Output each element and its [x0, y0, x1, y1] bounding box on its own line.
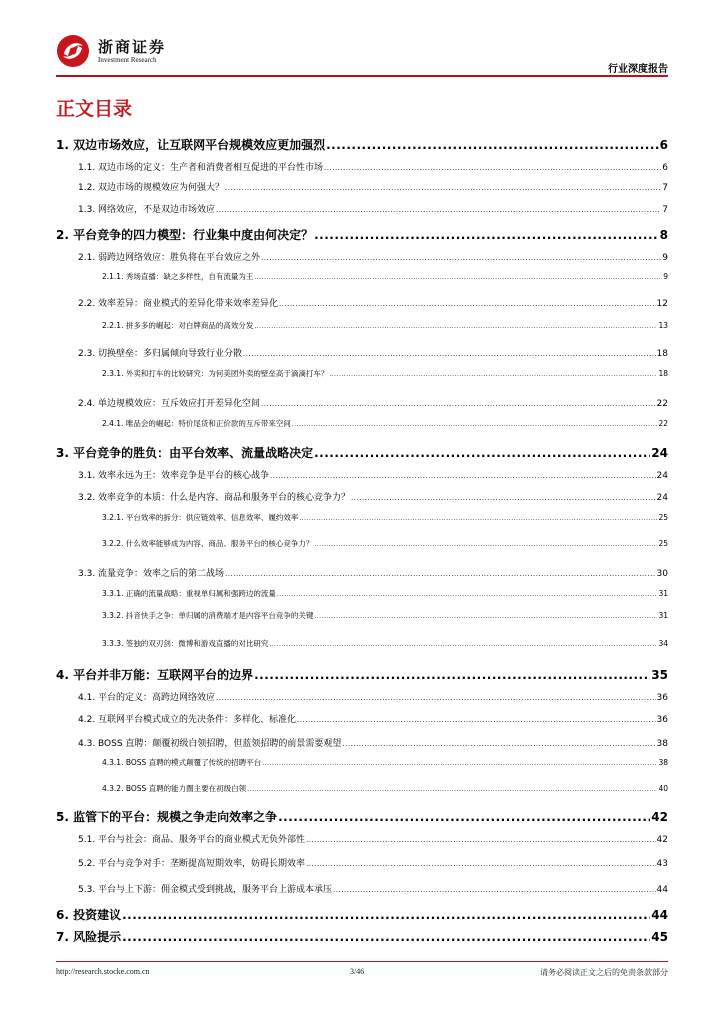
- toc-entry-title: 5.1. 平台与社会：商品、服务平台的商业模式无负外部性: [78, 835, 306, 845]
- toc-entry-level-1[interactable]: [56, 928, 668, 945]
- toc-entry-page: 38: [656, 739, 668, 749]
- toc-entry-page: 30: [656, 569, 668, 579]
- toc-entry-page: 40: [658, 784, 668, 793]
- toc-dot-leader: [326, 138, 659, 152]
- toc-entry-level-1[interactable]: [56, 136, 668, 153]
- toc-entry-level-3[interactable]: [102, 638, 668, 649]
- toc-entry-page: 24: [656, 493, 668, 503]
- toc-entry-page: 18: [658, 369, 668, 378]
- toc-entry-level-2[interactable]: [78, 736, 668, 749]
- toc-dot-leader: [278, 810, 650, 824]
- toc-entry-title: 3.2.1. 平台效率的拆分：供应链效率、信息效率、履约效率: [102, 513, 299, 522]
- toc-dot-leader: [299, 515, 657, 522]
- toc-dot-leader: [254, 274, 662, 281]
- toc-entry-page: 31: [658, 589, 668, 598]
- toc-entry-page: 35: [651, 668, 668, 682]
- toc-entry-level-2[interactable]: [78, 250, 668, 263]
- toc-entry-title: 2.2.1. 拼多多的崛起：对白牌商品的高效分发: [102, 321, 254, 330]
- toc-dot-leader: [269, 641, 657, 648]
- toc-entry-level-2[interactable]: [78, 202, 668, 215]
- toc-entry-page: 24: [651, 446, 668, 460]
- toc-entry-level-2[interactable]: [78, 296, 668, 309]
- toc-entry-level-3[interactable]: [102, 320, 668, 331]
- toc-entry-level-3[interactable]: [102, 512, 668, 523]
- toc-entry-title: 3.2.2. 什么效率能够成为内容、商品、服务平台的核心竞争力？: [102, 539, 314, 548]
- toc-entry-page: 44: [651, 908, 668, 922]
- toc-dot-leader: [261, 254, 661, 262]
- toc-entry-page: 43: [656, 859, 668, 869]
- toc-dot-leader: [261, 400, 656, 408]
- toc-entry-page: 36: [656, 715, 668, 725]
- footer-divider: [56, 961, 668, 962]
- toc-entry-page: 9: [662, 253, 668, 263]
- toc-entry-title: 2.1. 弱跨边网络效应：胜负将在平台效应之外: [78, 253, 261, 263]
- toc-entry-title: 1.2. 双边市场的规模效应为何强大？: [78, 183, 225, 193]
- toc-dot-leader: [314, 613, 657, 620]
- toc-entry-title: 1.3. 网络效应，不是双边市场效应: [78, 205, 216, 215]
- toc-entry-level-2[interactable]: [78, 882, 668, 895]
- toc-dot-leader: [306, 860, 656, 868]
- toc-entry-title: 2.4.1. 唯品会的崛起：特价尾货和正价款的互斥带来空间: [102, 419, 291, 428]
- toc-entry-page: 38: [658, 758, 668, 767]
- toc-entry-title: 4.2. 互联网平台模式成立的先决条件：多样化、标准化: [78, 715, 297, 725]
- toc-entry-level-2[interactable]: [78, 346, 668, 359]
- toc-entry-title: 4.1. 平台的定义：高跨边网络效应: [78, 693, 216, 703]
- toc-entry-level-2[interactable]: [78, 468, 668, 481]
- toc-dot-leader: [333, 886, 656, 894]
- toc-entry-page: 44: [656, 885, 668, 895]
- toc-entry-title: 6. 投资建议: [56, 908, 122, 922]
- toc-entry-title: 1. 双边市场效应，让互联网平台规模效应更加强烈: [56, 138, 326, 152]
- toc-entry-page: 36: [656, 693, 668, 703]
- company-name-cn: 浙商证券: [98, 38, 167, 56]
- toc-dot-leader: [324, 164, 661, 172]
- toc-dot-leader: [306, 836, 656, 844]
- toc-title: 正文目录: [56, 98, 133, 120]
- toc-entry-page: 22: [656, 399, 668, 409]
- toc-entry-level-3[interactable]: [102, 588, 668, 599]
- toc-entry-page: 7: [662, 183, 668, 193]
- toc-dot-leader: [279, 300, 656, 308]
- toc-dot-leader: [297, 716, 656, 724]
- footer-page-number: 3/46: [350, 967, 365, 976]
- toc-entry-level-2[interactable]: [78, 712, 668, 725]
- toc-entry-title: 3. 平台竞争的胜负：由平台效率、流量战略决定: [56, 446, 314, 460]
- toc-dot-leader: [351, 494, 656, 502]
- toc-entry-level-2[interactable]: [78, 160, 668, 173]
- toc-dot-leader: [122, 930, 650, 944]
- toc-entry-page: 7: [662, 205, 668, 215]
- toc-entry-title: 4. 平台并非万能：互联网平台的边界: [56, 668, 254, 682]
- toc-entry-level-3[interactable]: [102, 538, 668, 549]
- toc-dot-leader: [247, 786, 657, 793]
- toc-entry-level-1[interactable]: [56, 444, 668, 461]
- toc-entry-title: 7. 风险提示: [56, 930, 122, 944]
- toc-entry-level-3[interactable]: [102, 368, 668, 379]
- toc-entry-title: 2.1.1. 秀场直播：缺之多样性，自有流量为王: [102, 272, 254, 281]
- toc-dot-leader: [225, 570, 656, 578]
- toc-entry-title: 5.2. 平台与竞争对手：垄断提高短期效率，妨碍长期效率: [78, 859, 306, 869]
- toc-entry-level-1[interactable]: [56, 906, 668, 923]
- toc-entry-title: 2.4. 单边规模效应：互斥效应打开差异化空间: [78, 399, 261, 409]
- toc-entry-level-2[interactable]: [78, 490, 668, 503]
- toc-entry-page: 22: [658, 419, 668, 428]
- toc-entry-title: 4.3. BOSS 直聘：颠覆初级白领招聘，但蓝领招聘的前景需要观望: [78, 739, 342, 749]
- footer-disclaimer: 请务必阅读正文之后的免责条款部分: [540, 968, 668, 977]
- toc-dot-leader: [216, 206, 661, 214]
- toc-entry-page: 8: [659, 228, 668, 242]
- toc-entry-page: 31: [658, 611, 668, 620]
- toc-entry-title: 5.3. 平台与上下游：佣金模式受到挑战，服务平台上游成本承压: [78, 885, 333, 895]
- toc-entry-page: 6: [659, 138, 668, 152]
- toc-entry-title: 3.3.3. 签独的双刃剑：微博和游戏直播的对比研究: [102, 639, 269, 648]
- toc-entry-level-3[interactable]: [102, 610, 668, 621]
- toc-entry-level-1[interactable]: [56, 808, 668, 825]
- toc-dot-leader: [314, 541, 657, 548]
- toc-entry-page: 34: [658, 639, 668, 648]
- toc-entry-page: 45: [651, 930, 668, 944]
- toc-entry-level-3[interactable]: [102, 271, 668, 282]
- toc-entry-title: 5. 监管下的平台：规模之争走向效率之争: [56, 810, 278, 824]
- toc-entry-title: 2.2. 效率差异：商业模式的差异化带来效率差异化: [78, 299, 279, 309]
- report-type: 行业深度报告: [608, 64, 668, 75]
- toc-entry-title: 2.3.1. 外卖和打车的比较研究：为何美团外卖的壁垒高于滴滴打车？: [102, 369, 329, 378]
- toc-entry-level-1[interactable]: [56, 226, 668, 243]
- toc-dot-leader: [342, 740, 655, 748]
- toc-entry-title: 2. 平台竞争的四力模型：行业集中度由何决定？: [56, 228, 314, 242]
- toc-dot-leader: [122, 908, 650, 922]
- toc-dot-leader: [216, 694, 656, 702]
- toc-entry-title: 4.3.1. BOSS 直聘的模式颠覆了传统的招聘平台: [102, 758, 262, 767]
- toc-entry-level-2[interactable]: [78, 396, 668, 409]
- toc-dot-leader: [243, 350, 656, 358]
- toc-entry-page: 12: [656, 299, 668, 309]
- toc-dot-leader: [225, 184, 661, 192]
- toc-entry-page: 18: [656, 349, 668, 359]
- toc-entry-page: 42: [651, 810, 668, 824]
- toc-entry-level-1[interactable]: [56, 666, 668, 683]
- toc-entry-page: 25: [658, 539, 668, 548]
- toc-entry-level-2[interactable]: [78, 690, 668, 703]
- toc-entry-title: 3.1. 效率永远为王：效率竞争是平台的核心战争: [78, 471, 270, 481]
- toc-entry-title: 1.1. 双边市场的定义：生产者和消费者相互促进的平台性市场: [78, 163, 324, 173]
- footer-url[interactable]: http://research.stocke.com.cn: [56, 967, 150, 976]
- toc-entry-title: 3.3.1. 正确的流量战略：重视单归属和强跨边的流量: [102, 589, 276, 598]
- toc-entry-page: 13: [658, 321, 668, 330]
- toc-dot-leader: [254, 668, 650, 682]
- toc-entry-level-2[interactable]: [78, 566, 668, 579]
- toc-entry-level-3[interactable]: [102, 783, 668, 794]
- toc-entry-page: 42: [656, 835, 668, 845]
- company-name-en: Investment Research: [98, 56, 157, 64]
- toc-entry-level-2[interactable]: [78, 180, 668, 193]
- toc-entry-level-3[interactable]: [102, 418, 668, 429]
- toc-dot-leader: [329, 371, 657, 378]
- toc-dot-leader: [270, 472, 656, 480]
- toc-entry-page: 25: [658, 513, 668, 522]
- toc-dot-leader: [277, 591, 658, 598]
- toc-dot-leader: [292, 421, 658, 428]
- toc-entry-page: 9: [663, 272, 668, 281]
- toc-entry-level-2[interactable]: [78, 856, 668, 869]
- toc-entry-title: 4.3.2. BOSS 直聘的能力圈主要在初级白领: [102, 784, 247, 793]
- toc-entry-title: 2.3. 切换壁垒：多归属倾向导致行业分散: [78, 349, 243, 359]
- toc-entry-title: 3.3. 流量竞争：效率之后的第二战场: [78, 569, 225, 579]
- toc-dot-leader: [254, 323, 657, 330]
- toc-entry-level-3[interactable]: [102, 757, 668, 768]
- toc-dot-leader: [262, 760, 657, 767]
- toc-entry-page: 6: [662, 163, 668, 173]
- toc-dot-leader: [314, 446, 650, 460]
- toc-entry-title: 3.3.2. 抖音快手之争：单归属的消费端才是内容平台竞争的关键: [102, 611, 314, 620]
- toc-entry-title: 3.2. 效率竞争的本质：什么是内容、商品和服务平台的核心竞争力？: [78, 493, 351, 503]
- toc-entry-page: 24: [656, 471, 668, 481]
- toc-entry-level-2[interactable]: [78, 832, 668, 845]
- toc-dot-leader: [314, 228, 659, 242]
